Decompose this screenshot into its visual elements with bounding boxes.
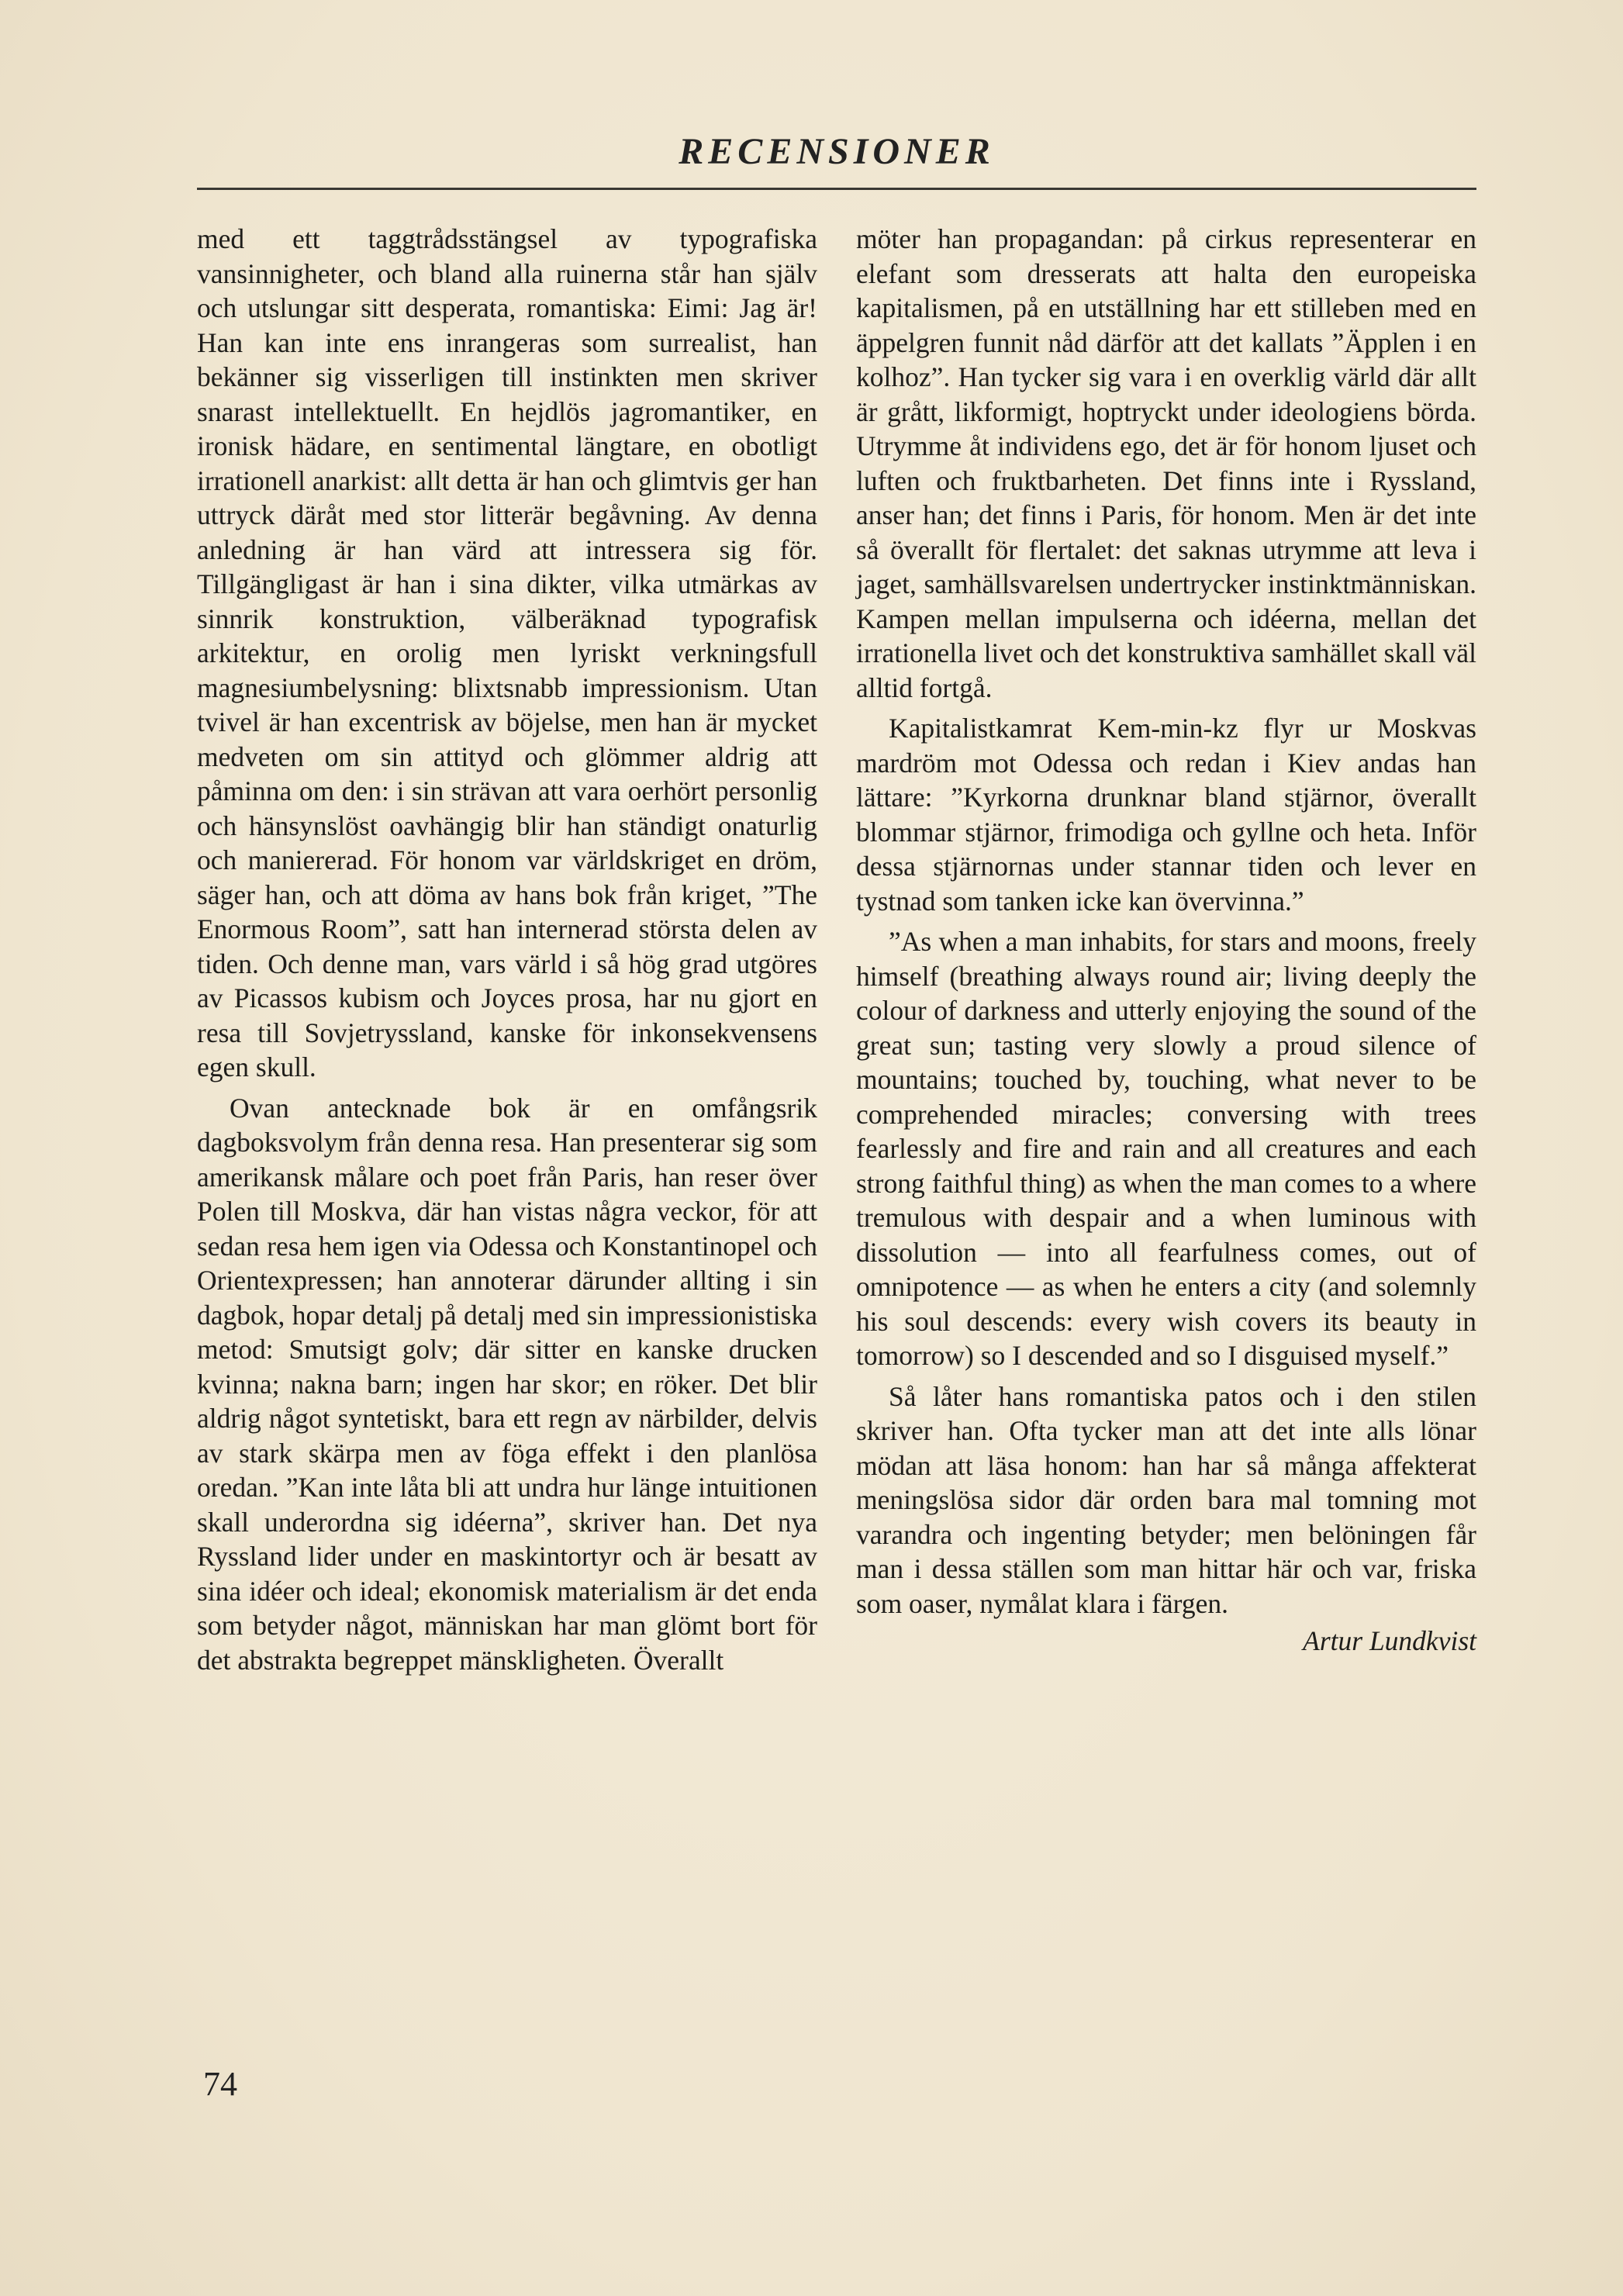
header-rule — [197, 188, 1476, 190]
left-paragraph-1: med ett taggtrådsstängsel av typografiska vansinnigheter, och bland alla ruinerna står han själv och utslungar sitt desperata, romantiska: Eimi: Jag är! Han kan inte ens inrangeras som surrealist, han bekänner sig visserligen till instinkten men skriver snarast intellektuellt. En hejdlös jagromantiker, en ironisk hädare, en sentimental längtare, en obotligt irrationell anarkist: allt detta är han och glimtvis ger han uttryck däråt med stor litterär begåvning. Av denna anledning är han värd att intressera sig för. Tillgängligast är han i sina dikter, vilka utmärkas av sinnrik konstruktion, välberäknad typografisk arkitektur, en orolig men lyriskt verkningsfull magnesiumbelysning: blixtsnabb impressionism. Utan tvivel är han excentrisk av böjelse, men han är mycket medveten om sin attityd och glömmer aldrig att påminna om den: i sin strävan att vara oerhört personlig och hänsynslöst oavhängig blir han ständigt onaturlig och maniererad. För honom var världskriget en dröm, säger han, och att döma av hans bok från kriget, ”The Enormous Room”, satt han internerad största delen av tiden. Och denne man, vars värld i så hög grad utgöres av Picassos kubism och Joyces prosa, har nu gjort en resa till Sovjetryssland, kanske för inkonsekvensens egen skull. — [197, 223, 817, 1082]
left-column — [197, 222, 817, 1677]
right-paragraph-1: möter han propagandan: på cirkus representerar en elefant som dresserats att halta den europeiska kapitalismen, på en utställning har ett stilleben med en äppelgren funnit nåd därför att det kallats ”Äpplen i en kolhoz”. Han tycker sig vara i en overklig värld där allt är grått, likformigt, hoptryckt under ideologiens börda. Utrymme åt individens ego, det är för honom ljuset och luften och fruktbarheten. Det finns inte i Ryssland, anser han; det finns i Paris, för honom. Men är det inte så överallt för flertalet: det saknas utrymme att leva i jaget, samhällsvarelsen undertrycker instinktmänniskan. Kampen mellan impulserna och idéerna, mellan det irrationella livet och det konstruktiva samhället skall väl alltid fortgå. — [856, 223, 1476, 703]
right-paragraph-4: Så låter hans romantiska patos och i den stilen skriver han. Ofta tycker man att det inte alls lönar mödan att läsa honom: han har så många affekterat meningslösa sidor där orden bara mal tomning mot varandra och ingenting betyder; men belöningen får man i dessa ställen som man hittar här och var, friska som oaser, nymålat klara i färgen. — [856, 1380, 1476, 1619]
right-paragraph-3: ”As when a man inhabits, for stars and moons, freely himself (breathing always round air; living deeply the colour of darkness and utterly enjoying the sound of the great sun; tasting very slowly a proud silence of mountains; touched by, touching, what never to be comprehended miracles; conversing with trees fearlessly and fire and rain and all creatures and each strong faithful thing) as when the man comes to a where tremulous with despair and a when luminous with dissolution — into all fearfulness comes, out of omnipotence — as when he enters a city (and solemnly his soul descends: every wish covers its beauty in tomorrow) so I descended and so I disguised myself.” — [856, 926, 1476, 1371]
left-paragraph-2: Ovan antecknade bok är en omfångsrik dagboksvolym från denna resa. Han presenterar sig som amerikansk målare och poet från Paris, han reser över Polen till Moskva, där han vistas några veckor, för att sedan resa hem igen via Odessa och Konstantinopel och Orientexpressen; han annoterar därunder allting i sin dagbok, hopar detalj på detalj med sin impressionistiska metod: Smutsigt golv; där sitter en kanske drucken kvinna; nakna barn; ingen har skor; en röker. Det blir aldrig något syntetiskt, bara ett regn av närbilder, delvis av stark skärpa men av föga effekt i den planlösa oredan. ”Kan inte låta bli att undra hur länge intuitionen skall underordna sig idéerna”, skriver han. Det nya Ryssland lider under en maskintortyr och är besatt av sina idéer och ideal; ekonomisk materialism är det enda som betyder något, människan har man glömt bort för det abstrakta begreppet mänskligheten. Överallt — [197, 1092, 817, 1676]
author-signature: Artur Lundkvist — [1303, 1625, 1476, 1656]
right-paragraph-2: Kapitalistkamrat Kem-min-kz flyr ur Moskvas mardröm mot Odessa och redan i Kiev andas han lättare: ”Kyrkorna drunknar bland stjärnor, överallt blommar stjärnor, frimodiga och gyllne och heta. Inför dessa stjärnornas under stannar tiden och lever en tystnad som tanken icke kan övervinna.” — [856, 713, 1476, 917]
right-column — [856, 222, 1476, 1659]
running-title: RECENSIONER — [679, 131, 995, 172]
page-number: 74 — [203, 2065, 237, 2103]
